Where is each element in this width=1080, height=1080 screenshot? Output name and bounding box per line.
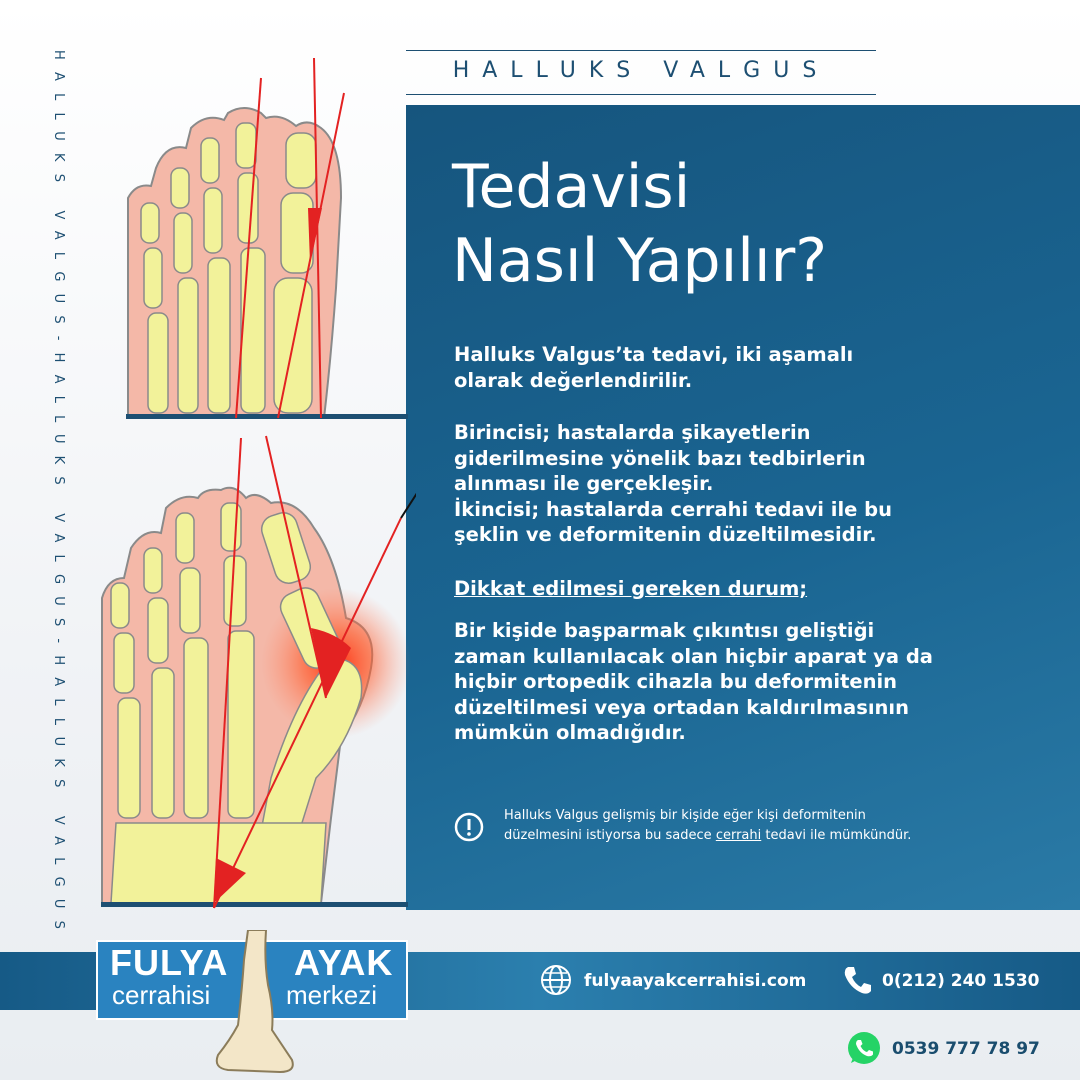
treatment-line-5: şeklin ve deformitenin düzeltilmesidir. xyxy=(454,523,877,546)
whatsapp-icon xyxy=(846,1030,882,1066)
warning-icon xyxy=(454,812,484,842)
caution-heading: Dikkat edilmesi gereken durum; xyxy=(454,577,808,600)
bottom-image-base-line xyxy=(101,902,408,907)
treatment-line-4: İkincisi; hastalarda cerrahi tedavi ile bu xyxy=(454,497,893,521)
note-text-c: tedavi ile mümkündür. xyxy=(761,828,912,843)
header-top-rule xyxy=(406,50,876,51)
treatment-line-2: giderilmesine yönelik bazı tedbirlerin xyxy=(454,446,866,470)
treatment-line-1: Birincisi; hastalarda şikayetlerin xyxy=(454,421,811,444)
logo-word-ayak: AYAK xyxy=(294,942,394,983)
side-banner: HALLUKS VALGUS-HALLUKS VALGUS-HALLUKS VALGUS xyxy=(51,50,66,942)
surgery-note xyxy=(504,806,1024,846)
title-line-2: Nasıl Yapılır? xyxy=(452,226,828,296)
note-text-a: düzelmesini istiyorsa bu sadece xyxy=(504,828,716,843)
phone-number[interactable]: 0(212) 240 1530 xyxy=(882,971,1040,991)
top-image-base-line xyxy=(126,414,408,419)
header-bottom-rule xyxy=(406,94,876,95)
whatsapp-number[interactable]: 0539 777 78 97 xyxy=(892,1039,1040,1059)
caution-line-2: zaman kullanılacak olan hiçbir aparat ya da xyxy=(454,644,933,668)
note-text-underlined: cerrahi xyxy=(715,828,762,843)
note-line-1: Halluks Valgus gelişmiş bir kişide eğer kişi deformitenin xyxy=(504,808,866,823)
pointer-line xyxy=(401,448,416,518)
treatment-paragraph xyxy=(454,420,1054,548)
bunion-foot xyxy=(102,488,411,903)
foot-xray-illustration xyxy=(96,58,416,918)
logo-word-merkezi: merkezi xyxy=(286,980,378,1010)
note-line-2 xyxy=(504,826,1024,846)
intro-paragraph xyxy=(454,342,1054,393)
treatment-line-3: alınması ile gerçekleşir. xyxy=(454,472,714,495)
title-line-1: Tedavisi xyxy=(452,152,691,222)
website-link[interactable]: fulyaayakcerrahisi.com xyxy=(584,971,807,991)
caution-paragraph xyxy=(454,618,1054,746)
logo-word-cerrahisi: cerrahisi xyxy=(112,980,211,1010)
header-title: HALLUKS VALGUS xyxy=(452,58,830,83)
caution-line-5: mümkün olmadığıdır. xyxy=(454,721,686,744)
globe-icon xyxy=(540,964,572,996)
intro-line-1: Halluks Valgus’ta tedavi, iki aşamalı xyxy=(454,343,854,366)
caution-line-3: hiçbir ortopedik cihazla bu deformitenin xyxy=(454,670,898,693)
intro-line-2: olarak değerlendirilir. xyxy=(454,368,693,392)
page-title xyxy=(452,150,827,298)
logo-word-fulya: FULYA xyxy=(110,942,229,983)
caution-line-1: Bir kişide başparmak çıkıntısı geliştiği xyxy=(454,619,875,642)
caution-line-4: düzeltilmesi veya ortadan kaldırılmasının xyxy=(454,695,909,719)
phone-icon xyxy=(842,964,874,996)
